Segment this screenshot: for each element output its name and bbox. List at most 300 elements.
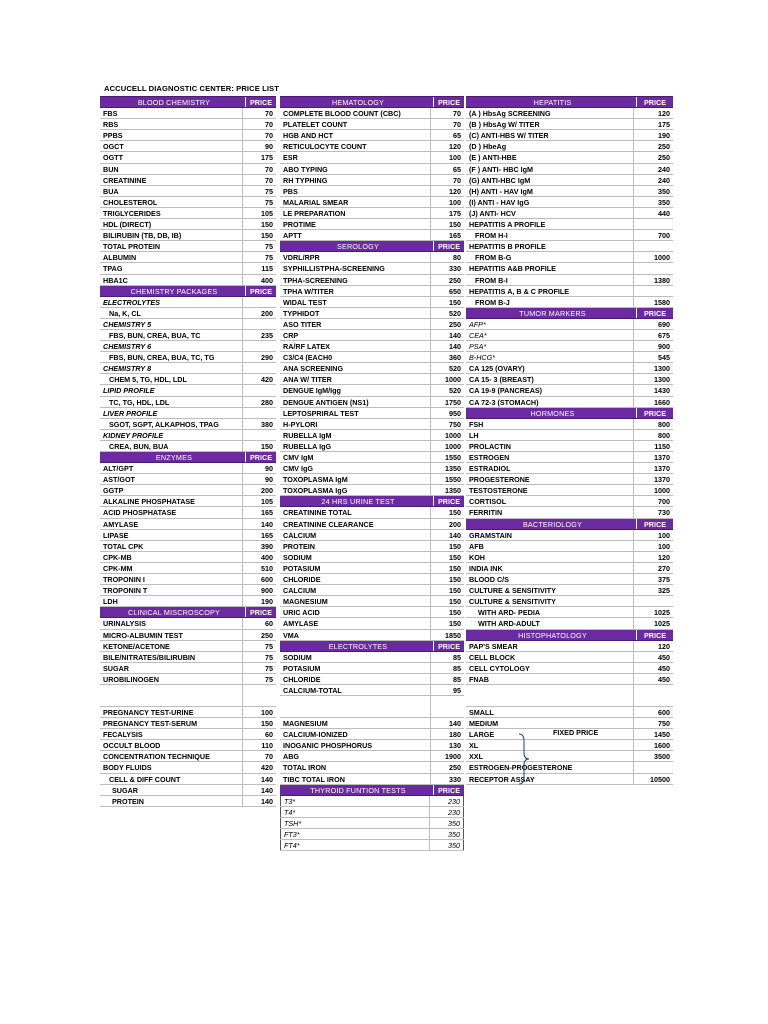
price-row (466, 252, 673, 263)
test-price: 150 (449, 541, 461, 551)
price-row (466, 552, 673, 563)
test-price: 140 (449, 342, 461, 352)
fixed-price-label: FIXED PRICE (553, 728, 599, 737)
test-name: DENGUE IgM/Igg (280, 385, 431, 395)
price-row (100, 363, 276, 374)
test-name: FT4* (280, 840, 430, 850)
test-price: 75 (265, 641, 273, 651)
test-price: 150 (261, 231, 273, 241)
test-name: CHEMISTRY 6 (100, 341, 243, 351)
test-price: 180 (449, 730, 461, 740)
test-name: HEPATITIS A, B & C PROFILE (466, 286, 634, 296)
test-name: PREGNANCY TEST-URINE (100, 707, 243, 717)
test-name: PROTEIN (100, 796, 243, 806)
test-name: OCCULT BLOOD (100, 740, 243, 750)
test-price: 280 (261, 397, 273, 407)
test-name: FBS (100, 108, 243, 118)
test-name: SUGAR (100, 663, 243, 673)
section-header-hepatitis (466, 97, 673, 108)
price-row (280, 452, 464, 463)
price-column-header: PRICE (250, 286, 272, 296)
test-name: HDL (DIRECT) (100, 219, 243, 229)
test-price: 140 (261, 796, 273, 806)
test-price: 75 (265, 197, 273, 207)
test-price: 115 (261, 264, 273, 274)
test-name: BILE/NITRATES/BILIRUBIN (100, 652, 243, 662)
test-name: INDIA INK (466, 563, 634, 573)
test-price: 1550 (445, 475, 461, 485)
price-row (280, 762, 464, 773)
test-price: 150 (449, 220, 461, 230)
test-price: 120 (658, 552, 670, 562)
test-name: LIVER PROFILE (100, 408, 243, 418)
test-price: 325 (658, 586, 670, 596)
test-price: 270 (658, 563, 670, 573)
price-row (466, 563, 673, 574)
test-name: CRP (280, 330, 431, 340)
test-price: 120 (449, 142, 461, 152)
test-price: 70 (265, 109, 273, 119)
test-price: 150 (261, 220, 273, 230)
test-name: MEDIUM (466, 718, 634, 728)
price-row (100, 341, 276, 352)
test-name: LIPASE (100, 530, 243, 540)
test-price: 700 (658, 231, 670, 241)
test-price: 10500 (650, 774, 670, 784)
test-price: 200 (261, 308, 273, 318)
test-name: TPAG (100, 263, 243, 273)
price-row (466, 297, 673, 308)
test-price: 800 (658, 419, 670, 429)
test-name: ANA SCREENING (280, 363, 431, 373)
section-title: BACTERIOLOGY (466, 519, 637, 529)
price-row (100, 241, 276, 252)
test-price: 675 (658, 330, 670, 340)
test-price: 175 (261, 153, 273, 163)
test-price: 175 (658, 120, 670, 130)
test-price: 150 (449, 619, 461, 629)
test-name: TROPONIN T (100, 585, 243, 595)
test-name: RUBELLA IgG (280, 441, 431, 451)
test-price: 350 (658, 186, 670, 196)
price-row (100, 297, 276, 308)
test-price: 230 (430, 796, 464, 806)
price-row (280, 197, 464, 208)
price-row (100, 308, 276, 319)
price-row (280, 840, 464, 851)
test-name: CA 15- 3 (BREAST) (466, 374, 634, 384)
test-name (100, 685, 243, 706)
price-row (280, 596, 464, 607)
test-price: 150 (449, 575, 461, 585)
test-name: CELL CYTOLOGY (466, 663, 634, 673)
test-name: PBS (280, 186, 431, 196)
price-row (466, 197, 673, 208)
test-name: PREGNANCY TEST-SERUM (100, 718, 243, 728)
test-name: CHEMISTRY 5 (100, 319, 243, 329)
price-row (280, 119, 464, 130)
test-price: 75 (265, 186, 273, 196)
price-row (466, 463, 673, 474)
price-row (280, 740, 464, 751)
test-price: 75 (265, 242, 273, 252)
test-name: TOTAL IRON (280, 762, 431, 772)
test-price: 1450 (654, 730, 670, 740)
price-row (100, 175, 276, 186)
price-row (100, 563, 276, 574)
price-row (280, 441, 464, 452)
price-row (100, 785, 276, 796)
test-price: 440 (658, 208, 670, 218)
price-row (100, 352, 276, 363)
test-price: 520 (449, 364, 461, 374)
test-name: ELECTROLYTES (100, 297, 243, 307)
price-row (100, 397, 276, 408)
price-row (280, 618, 464, 629)
test-price: 350 (658, 197, 670, 207)
test-name: CPK-MM (100, 563, 243, 573)
section-title: SEROLOGY (280, 241, 434, 251)
test-name: LARGE (466, 729, 634, 739)
price-column-header: PRICE (438, 497, 460, 507)
price-row (280, 774, 464, 785)
price-column-header: PRICE (250, 98, 272, 107)
test-price: 120 (449, 186, 461, 196)
test-price: 1000 (445, 375, 461, 385)
price-row (466, 762, 673, 773)
test-name: TESTOSTERONE (466, 485, 634, 495)
test-price: 1350 (445, 464, 461, 474)
test-price: 1025 (654, 608, 670, 618)
section-title: HEPATITIS (466, 97, 637, 107)
test-name: FERRITIN (466, 507, 634, 517)
test-name: WITH ARD- PEDIA (466, 607, 634, 617)
price-row (100, 119, 276, 130)
test-price: 100 (449, 197, 461, 207)
test-name: POTASIUM (280, 663, 431, 673)
price-row (466, 652, 673, 663)
price-row (280, 485, 464, 496)
test-name: FT3* (280, 829, 430, 839)
test-name: CMV IgG (280, 463, 431, 473)
test-name: CREA, BUN, BUA (100, 441, 243, 451)
test-price: 1000 (654, 253, 670, 263)
test-name: (G) ANTI-HBC IgM (466, 175, 634, 185)
test-price: 3500 (654, 752, 670, 762)
price-row (280, 563, 464, 574)
price-row (280, 796, 464, 807)
test-price: 650 (449, 286, 461, 296)
test-name: CHEM 5, TG, HDL, LDL (100, 374, 243, 384)
test-name: HEPATITIS B PROFILE (466, 241, 634, 251)
test-name: INOGANIC PHOSPHORUS (280, 740, 431, 750)
price-row (466, 452, 673, 463)
test-price: 600 (658, 707, 670, 717)
test-price: 85 (453, 652, 461, 662)
test-price: 140 (261, 519, 273, 529)
test-price: 140 (261, 785, 273, 795)
price-row (100, 630, 276, 641)
price-row (100, 130, 276, 141)
price-column-2 (280, 96, 464, 851)
section-header-24-hrs-urine-test (280, 496, 464, 507)
test-price: 800 (658, 430, 670, 440)
test-name: PROGESTERONE (466, 474, 634, 484)
test-name (466, 685, 634, 706)
price-row (280, 286, 464, 297)
price-row (466, 208, 673, 219)
price-row (100, 419, 276, 430)
test-name: BILIRUBIN (TB, DB, IB) (100, 230, 243, 240)
price-row (100, 674, 276, 685)
test-price: 250 (449, 275, 461, 285)
test-price: 65 (453, 131, 461, 141)
test-price: 520 (449, 308, 461, 318)
section-header-thyroid-funtion-tests (280, 785, 464, 796)
price-row (100, 618, 276, 629)
price-row (100, 186, 276, 197)
test-name: CELL BLOCK (466, 652, 634, 662)
test-price: 1550 (445, 453, 461, 462)
test-price: 140 (449, 530, 461, 540)
test-name: APTT (280, 230, 431, 240)
price-row (280, 230, 464, 241)
test-price: 70 (265, 175, 273, 185)
price-row (280, 141, 464, 152)
test-price: 420 (261, 763, 273, 773)
test-name: CHLORIDE (280, 674, 431, 684)
test-name: TIBC TOTAL IRON (280, 774, 431, 784)
test-name: CREATININE TOTAL (280, 507, 431, 517)
price-row (280, 729, 464, 740)
section-title: BLOOD CHEMISTRY (100, 97, 246, 107)
test-price: 950 (449, 408, 461, 418)
price-column-header: PRICE (438, 242, 460, 252)
test-price: 200 (449, 519, 461, 529)
test-price: 520 (449, 386, 461, 396)
price-row (100, 197, 276, 208)
test-price: 1025 (654, 619, 670, 629)
test-name: CA 72-3 (STOMACH) (466, 397, 634, 407)
price-row (280, 630, 464, 641)
price-row (466, 152, 673, 163)
price-row (100, 263, 276, 274)
test-price: 360 (449, 353, 461, 363)
test-name: (B ) HbsAg W/ TITER (466, 119, 634, 129)
section-title: CHEMISTRY PACKAGES (100, 286, 246, 296)
test-price: 1600 (654, 741, 670, 751)
section-title: ENZYMES (100, 452, 246, 462)
price-row (100, 652, 276, 663)
page-title: ACCUCELL DIAGNOSTIC CENTER: PRICE LIST (104, 84, 279, 93)
test-price: 70 (265, 120, 273, 130)
test-price (243, 408, 276, 418)
test-name: CHOLESTEROL (100, 197, 243, 207)
test-price: 70 (265, 752, 273, 762)
test-price: 75 (265, 674, 273, 684)
test-name: FROM B-I (466, 275, 634, 285)
test-price: 230 (430, 807, 464, 817)
test-name: ALBUMIN (100, 252, 243, 262)
test-price: 400 (261, 552, 273, 562)
test-name: FBS, BUN, CREA, BUA, TC (100, 330, 243, 340)
test-name: (A ) HbsAg SCREENING (466, 108, 634, 118)
section-title: THYROID FUNTION TESTS (280, 785, 434, 795)
price-row (100, 463, 276, 474)
section-header-blood-chemistry (100, 97, 276, 108)
test-price: 1430 (654, 386, 670, 396)
test-name: CALCIUM (280, 585, 431, 595)
price-row (280, 319, 464, 330)
test-name: CREATININE (100, 175, 243, 185)
test-price: 1350 (445, 486, 461, 496)
price-row (466, 164, 673, 175)
price-row (100, 275, 276, 286)
price-row (466, 419, 673, 430)
test-name: TROPONIN I (100, 574, 243, 584)
section-header-histophatology (466, 630, 673, 641)
test-name: MICRO-ALBUMIN TEST (100, 630, 243, 640)
test-price: 1300 (654, 364, 670, 374)
test-name: SODIUM (280, 652, 431, 662)
test-price: 250 (658, 153, 670, 163)
test-name: AFB (466, 541, 634, 551)
test-name: SMALL (466, 707, 634, 717)
test-name: TOTAL PROTEIN (100, 241, 243, 251)
test-name: TPHA-SCREENING (280, 275, 431, 285)
price-row (280, 807, 464, 818)
price-row (280, 574, 464, 585)
test-price: 150 (449, 552, 461, 562)
test-name: CALCIUM-TOTAL (280, 685, 431, 695)
test-name: VDRL/RPR (280, 252, 431, 262)
price-row (280, 408, 464, 419)
test-name: LDH (100, 596, 243, 606)
test-price: 120 (658, 109, 670, 119)
test-name: TOTAL CPK (100, 541, 243, 551)
test-name: (E ) ANTI-HBE (466, 152, 634, 162)
price-column-header: PRICE (250, 608, 272, 618)
test-name: HEPATITIS A&B PROFILE (466, 263, 634, 273)
price-row (100, 707, 276, 718)
price-row (466, 774, 673, 785)
price-row (466, 352, 673, 363)
test-price: 75 (265, 253, 273, 263)
price-row (100, 774, 276, 785)
test-name: ANA W/ TITER (280, 374, 431, 384)
test-name: AMYLASE (100, 519, 243, 529)
test-name: DENGUE ANTIGEN (NS1) (280, 397, 431, 407)
test-price: 110 (261, 741, 273, 751)
test-name: OGCT (100, 141, 243, 151)
test-name: BLOOD C/S (466, 574, 634, 584)
test-name: SGOT, SGPT, ALKAPHOS, TPAG (100, 419, 243, 429)
test-name: COMPLETE BLOOD COUNT (CBC) (280, 108, 431, 118)
test-price: 70 (453, 120, 461, 130)
test-price (243, 319, 276, 329)
test-name: BUA (100, 186, 243, 196)
test-name: ABG (280, 751, 431, 761)
price-row (466, 663, 673, 674)
price-row (280, 751, 464, 762)
section-title: TUMOR MARKERS (466, 308, 637, 318)
test-name: LIPID PROFILE (100, 385, 243, 395)
price-column-3 (466, 96, 673, 785)
test-price: 1000 (445, 441, 461, 451)
section-title: 24 HRS URINE TEST (280, 496, 434, 506)
price-row (280, 374, 464, 385)
test-name: FBS, BUN, CREA, BUA, TC, TG (100, 352, 243, 362)
test-price: 450 (658, 663, 670, 673)
test-price: 150 (449, 597, 461, 607)
price-column-header: PRICE (644, 519, 666, 529)
price-row (280, 130, 464, 141)
price-row (466, 441, 673, 452)
test-price (243, 430, 276, 440)
test-price: 400 (261, 275, 273, 285)
price-row (280, 275, 464, 286)
test-name: KETONE/ACETONE (100, 641, 243, 651)
price-row (280, 519, 464, 530)
section-title: HISTOPHATOLOGY (466, 630, 637, 640)
price-row (280, 685, 464, 696)
price-row (280, 818, 464, 829)
test-name: (J) ANTI- HCV (466, 208, 634, 218)
test-price: 60 (265, 730, 273, 740)
price-row (280, 829, 464, 840)
test-price: 200 (261, 486, 273, 496)
test-price: 175 (449, 208, 461, 218)
price-row (100, 485, 276, 496)
price-row (466, 397, 673, 408)
test-name: ALKALINE PHOSPHATASE (100, 496, 243, 506)
test-price: 150 (449, 563, 461, 573)
test-name: RUBELLA IgM (280, 430, 431, 440)
test-name: CA 19-9 (PANCREAS) (466, 385, 634, 395)
test-price: 600 (261, 575, 273, 585)
test-name: TRIGLYCERIDES (100, 208, 243, 218)
test-price: 105 (261, 208, 273, 218)
test-name: FROM H-I (466, 230, 634, 240)
test-price: 390 (261, 541, 273, 551)
test-name: CELL & DIFF COUNT (100, 774, 243, 784)
test-price: 1370 (654, 464, 670, 474)
price-row (466, 530, 673, 541)
test-price: 65 (453, 164, 461, 174)
test-price: 90 (265, 475, 273, 485)
test-price: 150 (261, 441, 273, 451)
test-price: 1900 (445, 752, 461, 762)
test-price: 250 (658, 142, 670, 152)
price-row (466, 363, 673, 374)
test-name: CULTURE & SENSITIVITY (466, 596, 634, 606)
price-row (100, 762, 276, 773)
price-row (100, 330, 276, 341)
price-row (466, 330, 673, 341)
test-name: AMYLASE (280, 618, 431, 628)
price-row (466, 341, 673, 352)
price-row (466, 474, 673, 485)
price-row (100, 208, 276, 219)
price-row (100, 596, 276, 607)
test-price (243, 297, 276, 307)
test-name: AST/GOT (100, 474, 243, 484)
test-name: WIDAL TEST (280, 297, 431, 307)
price-row (280, 663, 464, 674)
test-price: 80 (453, 253, 461, 263)
test-price: 250 (449, 763, 461, 773)
test-price: 380 (261, 419, 273, 429)
